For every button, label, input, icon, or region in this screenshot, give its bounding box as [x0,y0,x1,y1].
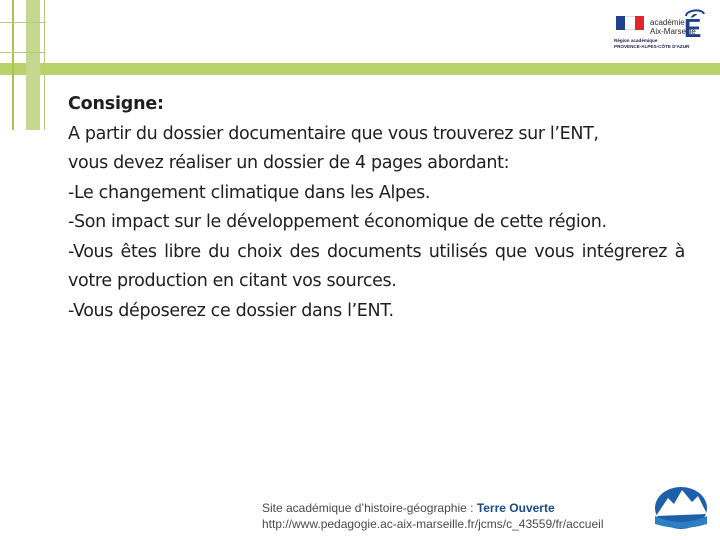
french-flag-icon [616,16,644,30]
decorative-horizontal-line [0,22,46,23]
decorative-vertical-band [26,0,40,130]
instruction-text [68,90,685,326]
decorative-horizontal-bar [0,63,720,75]
instruction-line: -Le changement climatique dans les Alpes. [68,182,431,203]
logo-region-text: Région académique PROVENCE-ALPES-CÔTE D'AZUR [614,38,690,49]
academy-e-icon [680,6,710,40]
footer-site-name[interactable]: Terre Ouverte [476,501,555,515]
decorative-vertical-line [12,0,14,130]
instruction-line: -Vous déposerez ce dossier dans l’ENT. [68,300,394,321]
mountain-logo-icon [652,482,710,530]
logo-wordmark: académie Aix-Marseille [650,18,696,36]
instruction-heading: Consigne: [68,94,164,114]
instruction-paragraph: -Vous êtes libre du choix des documents utilisés que vous intégrerez à votre production en citant vos sources. [68,241,685,291]
footer [262,500,603,532]
decorative-horizontal-line [0,52,46,53]
decorative-vertical-line [44,0,45,130]
instruction-line: A partir du dossier documentaire que vous trouverez sur l’ENT, [68,123,599,144]
instruction-line: -Son impact sur le développement économique de cette région. [68,212,607,232]
instruction-line: vous devez réaliser un dossier de 4 pages abordant: [68,153,510,173]
svg-text:É: É [684,13,702,40]
footer-site-line [262,500,603,516]
footer-url[interactable]: http://www.pedagogie.ac-aix-marseille.fr/jcms/c_43559/fr/accueil [262,517,604,531]
footer-prefix: Site académique d’histoire-géographie : [262,501,477,515]
academy-logo [612,4,718,54]
